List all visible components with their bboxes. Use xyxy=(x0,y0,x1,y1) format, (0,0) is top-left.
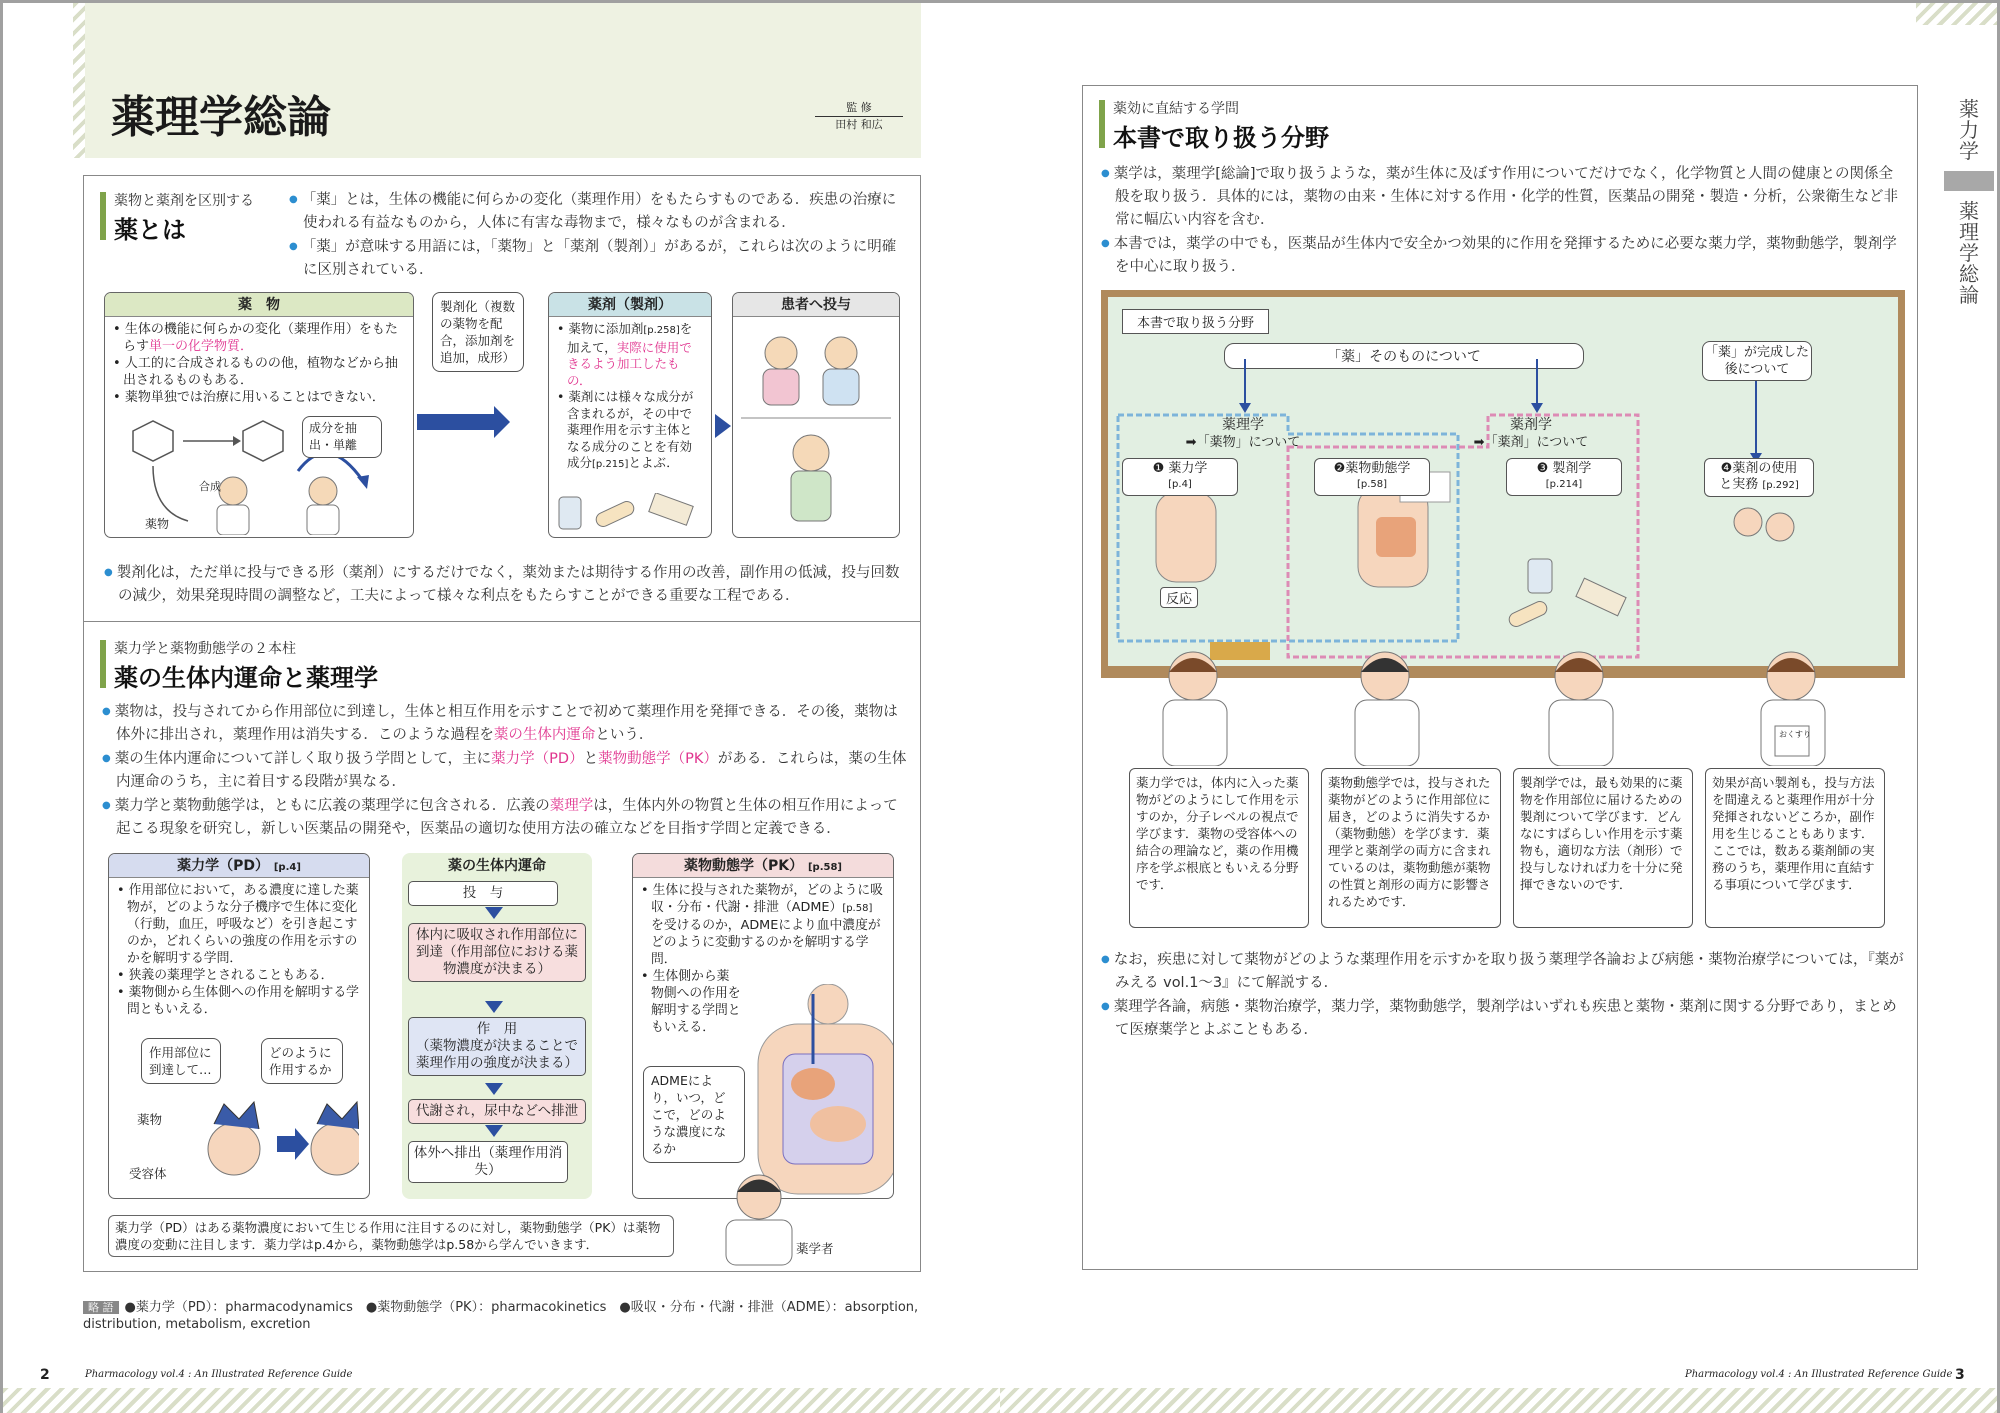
text: • 作用部位において，ある濃度に達した薬物が，どのような分子機序で生体に変化（行動，血圧，呼吸など）を引き起こすのか，どれくらいの強度の作用を示すのかを解明する学問． xyxy=(117,882,361,967)
talk-pharmaceutics: 製剤学では，最も効果的に薬物を作用部位に届けるための製剤について学びます．どんなにすばらしい作用を示す薬物も，適切な方法（剤形）で投与しなければ力を十分に発揮できないのです． xyxy=(1513,768,1693,928)
receptor-label: 受容体 xyxy=(129,1166,167,1181)
formulation-bubble: 製剤化（複数の薬物を配合，添加剤を追加，成形） xyxy=(432,292,524,372)
highlight: 実際に使用できるよう加工したもの． xyxy=(567,339,692,388)
glossary-tag: 略 語 xyxy=(83,1301,119,1314)
text: • 薬物側から生体側への作用を解明する学問ともいえる． xyxy=(117,984,361,1018)
section-subtitle: 薬効に直結する学問 xyxy=(1113,101,1239,117)
arrow-head xyxy=(494,406,510,438)
patient-illustration xyxy=(741,323,891,533)
characters-illustration xyxy=(1123,646,1883,766)
field-pharmacokinetics[interactable] xyxy=(1314,458,1430,496)
text: • 狭義の薬理学とされることもある． xyxy=(117,967,361,984)
text: • 人工的に合成されるものの他，植物などから抽出されるものもある． xyxy=(113,355,405,389)
glossary-term: distribution, metabolism, excretion xyxy=(83,1317,311,1332)
drug-label: 薬物 xyxy=(137,1112,163,1127)
medicine-icons xyxy=(555,493,705,533)
page-ref: [p.58] xyxy=(1356,479,1388,490)
paragraph: ● 製剤化は，ただ単に投与できる形（薬剤）にするだけでなく，薬効または期待する作用の改善，副作用の低減，投与回数の減少，効果発現時間の調整など，工夫によって様々な利点をもたらすことができる重要な工程である． xyxy=(104,561,910,608)
fate-step: 体外へ排出（薬理作用消失） xyxy=(408,1141,568,1183)
board-top-label: 「薬」そのものについて xyxy=(1224,343,1584,369)
medicine-label: おくすり xyxy=(1779,730,1811,739)
field-label: と実務 xyxy=(1719,477,1759,492)
box-heading: 患者へ投与 xyxy=(733,293,899,317)
highlight: 薬力学（PD） xyxy=(491,751,584,767)
chalkboard xyxy=(1101,290,1905,678)
text: を受けるのか，ADMEにより血中濃度がどのように変動するのかを解明する学問． xyxy=(651,918,881,967)
box-heading: 薬 物 xyxy=(105,293,413,317)
text: 薬力学と薬物動態学は，ともに広義の薬理学に包含される．広義の xyxy=(114,798,550,814)
page-ref: [p.4] xyxy=(273,862,301,873)
book-title: Pharmacology vol.4 : An Illustrated Reference Guide xyxy=(1685,1369,1953,1380)
supervisor-label: 監 修 xyxy=(815,99,903,117)
text: は，生体内外の物質と生体の相互作用によって起こる現象を研究し，新しい医薬品の開発や，医薬品の適切な使用方法の確立などを目指す学問と定義できる． xyxy=(116,798,898,837)
section-scope xyxy=(1082,85,1918,1270)
fate-step: 投 与 xyxy=(408,881,558,906)
text: とよぶ． xyxy=(628,455,679,470)
field-label: ❹薬剤の使用 xyxy=(1720,461,1798,476)
paragraph: ● 薬理学各論，病態・薬物治療学，薬力学，薬物動態学，製剤学はいずれも疾患と薬物・薬剤に関する分野であり，まとめて医療薬学とよぶこともある． xyxy=(1101,995,1907,1042)
preparation-box xyxy=(548,292,712,538)
paragraph: ● 本書では，薬学の中でも，医薬品が生体内で安全かつ効果的に作用を発揮するために必要な薬力学，薬物動態学，製剤学を中心に取り扱う． xyxy=(1101,232,1907,279)
page-ref: [p.214] xyxy=(1545,479,1583,490)
board-label: 本書で取り扱う分野 xyxy=(1122,309,1269,334)
text: 薬物は，投与されてから作用部位に到達し，生体と相互作用を示すことで初めて薬理作用を発揮できる．その後，薬物は体外に排出され，薬理作用は消失する．このような過程を xyxy=(114,704,898,743)
glossary-term: ●薬力学（PD）：pharmacodynamics xyxy=(124,1300,353,1315)
fate-step: （薬物濃度が決まることで薬理作用の強度が決まる） xyxy=(416,1038,578,1071)
extract-bubble: 成分を抽出・単離 xyxy=(302,416,382,458)
field-label: ❷薬物動態学 xyxy=(1333,461,1411,476)
fate-step: 代謝され，尿中などへ排泄 xyxy=(408,1099,586,1124)
section-subtitle: 薬力学と薬物動態学の２本柱 xyxy=(114,641,296,657)
section-title: 薬の生体内運命と薬理学 xyxy=(114,664,378,692)
fate-heading: 薬の生体内運命 xyxy=(448,858,546,874)
page-ref: [p.4] xyxy=(1168,479,1192,490)
fate-column xyxy=(402,853,592,1199)
top-stripes xyxy=(1916,3,2000,25)
paragraph: ● 「薬」とは，生体の機能に何らかの変化（薬理作用）をもたらすものである．疾患の治療に使われる有益なものから，人体に有害な毒物まで，様々なものが含まれる． xyxy=(289,188,909,235)
field-pharmaceutics[interactable] xyxy=(1506,458,1622,496)
page-title: 薬理学総論 xyxy=(111,92,331,143)
field-practice[interactable] xyxy=(1704,458,1814,497)
section-fate xyxy=(83,622,921,1272)
receptor-illustration xyxy=(199,1094,359,1184)
box-heading: 薬物動態学（PK） xyxy=(684,858,804,874)
highlight: 薬物動態学（PK） xyxy=(598,751,718,767)
closing-text xyxy=(1101,948,1907,1042)
pk-box xyxy=(632,853,894,1199)
highlight: 薬の生体内運命 xyxy=(493,727,596,743)
pharmaceutics-sub: ➡「薬剤」について xyxy=(1473,435,1589,450)
pharmacologist-label: 薬学者 xyxy=(796,1241,834,1256)
highlight: 薬理学 xyxy=(549,798,594,814)
field-pharmacodynamics[interactable] xyxy=(1122,458,1238,496)
box-heading: 薬力学（PD） xyxy=(177,858,269,874)
glossary-term: ●薬物動態学（PK）：pharmacokinetics xyxy=(365,1300,607,1315)
section-drug xyxy=(83,175,921,622)
text: 薬剤には様々な成分が含まれるが，その中で薬理作用を示す主体となる成分のことを有効成分 xyxy=(567,389,694,470)
text: という． xyxy=(595,727,654,743)
paragraph: ● 「薬」が意味する用語には，「薬物」と「薬剤（製剤）」があるが，これらは次のように明確に区別されている． xyxy=(289,235,909,282)
scope-text xyxy=(1101,162,1907,279)
fate-step-title: 作 用 xyxy=(476,1021,518,1037)
page-ref: [p.215] xyxy=(592,459,629,470)
formulation-note xyxy=(104,561,910,608)
pd-box xyxy=(108,853,370,1199)
tab-general-pharmacology[interactable]: 薬理学総論 xyxy=(1959,199,1979,307)
bottom-stripes xyxy=(1000,1388,2000,1413)
box-heading: 薬剤（製剤） xyxy=(549,293,711,317)
tab-marker xyxy=(1944,171,1994,191)
glossary-term: ●吸収・分布・代謝・排泄（ADME）：absorption, xyxy=(619,1300,919,1315)
right-page xyxy=(1000,0,2000,1413)
board-after-label: 「薬」が完成した後について xyxy=(1702,341,1812,381)
page-ref: [p.292] xyxy=(1762,480,1799,491)
section-title: 本書で取り扱う分野 xyxy=(1113,124,1329,152)
drug-label: 薬物 xyxy=(145,517,170,531)
section-title: 薬とは xyxy=(114,216,186,244)
field-label: ❶ 薬力学 xyxy=(1152,461,1208,476)
fate-text xyxy=(102,700,910,841)
page-number: 2 xyxy=(40,1367,50,1383)
book-title: Pharmacology vol.4 : An Illustrated Reference Guide xyxy=(85,1369,353,1380)
pharmaceutics-label: 薬剤学 xyxy=(1510,417,1552,433)
fate-step: 体内に吸収され作用部位に到達（作用部位における薬物濃度が決まる） xyxy=(408,923,586,982)
page-ref: [p.58] xyxy=(807,862,842,873)
talk-practice: 効果が高い製剤も，投与方法を間違えると薬理作用が十分発揮されないどころか，副作用を生じることもあります．ここでは，数ある薬剤師の実務のうち，薬理作用に直結する事項について学びます． xyxy=(1705,768,1885,928)
drug-box xyxy=(104,292,414,538)
arrow-head xyxy=(715,414,731,438)
text: 薬の生体内運命について詳しく取り扱う学問として，主に xyxy=(114,751,492,767)
glossary xyxy=(83,1299,943,1333)
text: がある．これらは，薬の生体内運命のうち，主に着目する段階が異なる． xyxy=(116,751,907,790)
page-number: 3 xyxy=(1955,1367,1965,1383)
talk-pharmacodynamics: 薬力学では，体内に入った薬物がどのようにして作用を示すのか，分子レベルの視点で学びます．薬物の受容体への結合の理論など，薬の作用機序を学ぶ根底ともいえる分野です． xyxy=(1129,768,1309,928)
question-bubble: どのように作用するか xyxy=(261,1038,343,1084)
pharmacology-sub: ➡「薬物」について xyxy=(1185,435,1301,450)
paragraph: ● なお，疾患に対して薬物がどのような薬理作用を示すかを取り扱う薬理学各論および病態・薬物治療学については，『薬がみえる vol.1〜3』にて解説する． xyxy=(1101,948,1907,995)
text: • 薬物単独では治療に用いることはできない． xyxy=(113,389,405,406)
text: 生体に投与された薬物が，どのように吸収・分布・代謝・排泄（ADME） xyxy=(651,883,883,915)
supervisor-name: 田村 和広 xyxy=(835,118,883,131)
talk-pharmacokinetics: 薬物動態学では，投与された薬物がどのように作用部位に届き，どのように消失するか（薬物動態）を学びます．薬理学と薬剤学の両方に含まれているのは，薬物動態が薬物の性質と剤形の両方に影響されるためです． xyxy=(1321,768,1501,928)
arrow xyxy=(417,414,497,430)
text: 生体の機能に何らかの変化（薬理作用）をもたらす xyxy=(123,322,398,354)
text: 薬物に添加剤 xyxy=(568,321,644,336)
pharmacology-label: 薬理学 xyxy=(1222,417,1264,433)
text: と xyxy=(583,751,599,767)
page-ref: [p.258] xyxy=(643,325,680,336)
field-label: ❸ 製剤学 xyxy=(1536,461,1592,476)
pd-pk-note: 薬力学（PD）はある薬物濃度において生じる作用に注目するのに対し，薬物動態学（PK）は薬物濃度の変動に注目します．薬力学はp.4から，薬物動態学はp.58から学んでいきます． xyxy=(108,1215,674,1257)
banner-stripe xyxy=(73,3,85,158)
adme-bubble: ADMEにより，いつ，どこで，どのような濃度になるか xyxy=(643,1066,745,1163)
tab-pharmacodynamics[interactable]: 薬力学 xyxy=(1959,97,1979,163)
highlight: 単一の化学物質． xyxy=(149,339,254,354)
reaction-label: 反応 xyxy=(1160,587,1198,608)
paragraph: ● 薬学は，薬理学[総論]で取り扱うような，薬が生体に及ぼす作用についてだけでなく，化学物質と人間の健康との関係全般を取り扱う．具体的には，薬物の由来・生体に対する作用・化学的性質，医薬品の開発・製造・分析，公衆衛生など非常に幅広い内容を含む． xyxy=(1101,162,1907,232)
intro-text xyxy=(289,188,909,282)
page-ref: [p.58] xyxy=(842,903,873,914)
patient-box xyxy=(732,292,900,538)
question-bubble: 作用部位に到達して… xyxy=(141,1038,221,1084)
bottom-stripes xyxy=(3,1388,1000,1413)
text: • 生体側から薬物側への作用を解明する学問ともいえる． xyxy=(641,968,741,1036)
synth-label: 合成 xyxy=(199,480,221,493)
text: を加えて， xyxy=(567,321,693,355)
section-subtitle: 薬物と薬剤を区別する xyxy=(114,193,254,209)
